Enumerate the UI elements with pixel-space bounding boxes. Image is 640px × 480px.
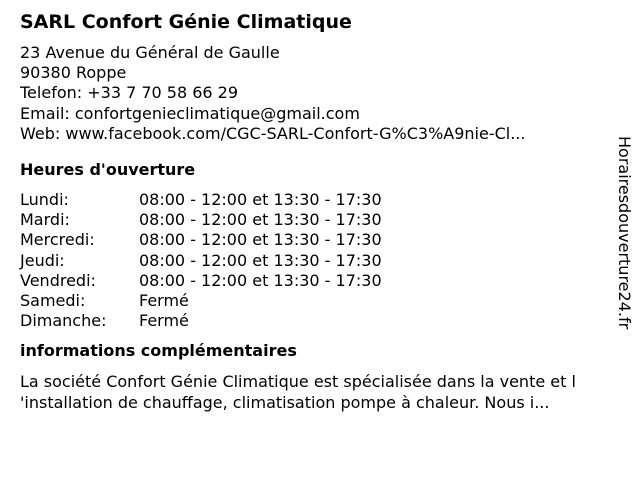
info-text-line: 'installation de chauffage, climatisation pompe à chaleur. Nous i... [20,393,550,413]
address-city: 90380 Roppe [20,63,127,83]
business-name: SARL Confort Génie Climatique [20,11,352,33]
day-label: Dimanche: [20,311,107,331]
day-label: Lundi: [20,190,69,210]
hours-row-thursday [20,251,620,271]
day-label: Mardi: [20,210,70,230]
hours-row-wednesday [20,230,620,250]
day-label: Samedi: [20,291,86,311]
hours-row-saturday [20,291,620,311]
day-hours: 08:00 - 12:00 et 13:30 - 17:30 [139,270,382,290]
business-card [20,10,620,413]
additional-info-text [20,371,620,413]
opening-hours-heading: Heures d'ouverture [20,160,196,180]
day-label: Jeudi: [20,250,65,270]
day-hours: 08:00 - 12:00 et 13:30 - 17:30 [139,190,382,210]
address-street: 23 Avenue du Général de Gaulle [20,43,280,62]
hours-row-friday [20,271,620,291]
day-hours: Fermé [139,291,189,311]
hours-row-sunday [20,311,620,331]
day-hours: 08:00 - 12:00 et 13:30 - 17:30 [139,250,382,270]
contact-block [20,43,620,144]
day-label: Vendredi: [20,270,96,290]
hours-row-tuesday [20,210,620,230]
phone-line: Telefon: +33 7 70 58 66 29 [20,83,239,103]
hours-row-monday [20,190,620,210]
opening-hours-table [20,190,620,331]
web-line: Web: www.facebook.com/CGC-SARL-Confort-G%C3%A9nie-Cl... [20,123,526,143]
info-text-line: La société Confort Génie Climatique est spécialisée dans la vente et l [20,372,576,392]
site-watermark: Horairesdouverture24.fr [615,136,634,330]
additional-info-heading: informations complémentaires [20,341,297,361]
day-hours: 08:00 - 12:00 et 13:30 - 17:30 [139,230,382,250]
email-line: Email: confortgenieclimatique@gmail.com [20,103,360,123]
day-hours: 08:00 - 12:00 et 13:30 - 17:30 [139,210,382,230]
day-label: Mercredi: [20,230,95,250]
day-hours: Fermé [139,311,189,331]
